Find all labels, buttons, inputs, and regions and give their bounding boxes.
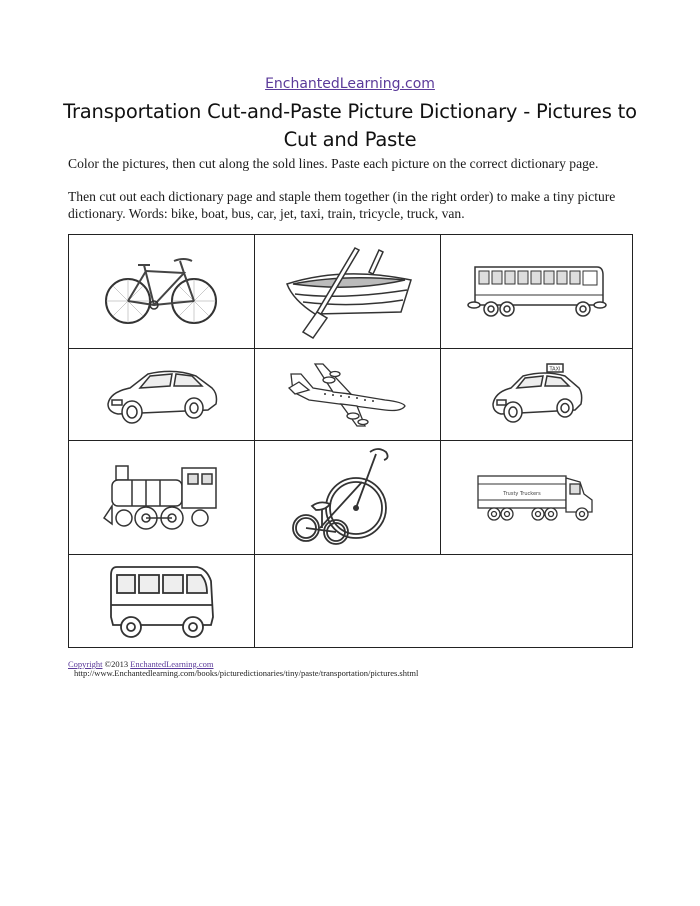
- empty-cell: [255, 555, 632, 647]
- instructions-paragraph-1: Color the pictures, then cut along the sold lines. Paste each picture on the correct dictionary page.: [68, 156, 599, 171]
- taxi-picture: [489, 362, 584, 427]
- cell-boat: [255, 235, 441, 349]
- page-title: Transportation Cut-and-Paste Picture Dictionary - Pictures to Cut and Paste: [63, 100, 637, 151]
- truck-picture: [474, 472, 599, 524]
- cell-bus: [441, 235, 632, 349]
- cell-taxi: [441, 349, 632, 441]
- site-link[interactable]: EnchantedLearning.com: [265, 76, 435, 92]
- boat-picture: [283, 244, 413, 339]
- bike-picture: [104, 257, 219, 327]
- car-picture: [104, 364, 219, 426]
- bus-picture: [467, 261, 607, 323]
- cell-tricycle: [255, 441, 441, 555]
- taxi-sign: TAXI: [549, 366, 561, 373]
- footer-site-link[interactable]: EnchantedLearning.com: [130, 659, 214, 669]
- tricycle-picture: [290, 448, 405, 548]
- cell-truck: [441, 441, 632, 555]
- cell-van: [69, 555, 255, 647]
- copyright-text: ©2013: [102, 659, 131, 669]
- page-url: http://www.Enchantedlearning.com/books/picturedictionaries/tiny/paste/transportation/pictures.shtml: [74, 668, 419, 678]
- van-picture: [107, 561, 217, 641]
- cell-bike: [69, 235, 255, 349]
- picture-grid: [68, 234, 633, 648]
- cell-car: [69, 349, 255, 441]
- jet-picture: [285, 360, 410, 430]
- truck-label: Trusty Truckers: [503, 490, 541, 497]
- train-picture: [102, 462, 222, 534]
- instructions-paragraph-2: Then cut out each dictionary page and staple them together (in the right order) to make a tiny picture dictionary. Words: bike, boat, bus, car, jet, taxi, train, tricycle, truck, van.: [68, 189, 616, 221]
- copyright-link[interactable]: Copyright: [68, 659, 103, 669]
- footer: [68, 660, 418, 678]
- cell-jet: [255, 349, 441, 441]
- cell-train: [69, 441, 255, 555]
